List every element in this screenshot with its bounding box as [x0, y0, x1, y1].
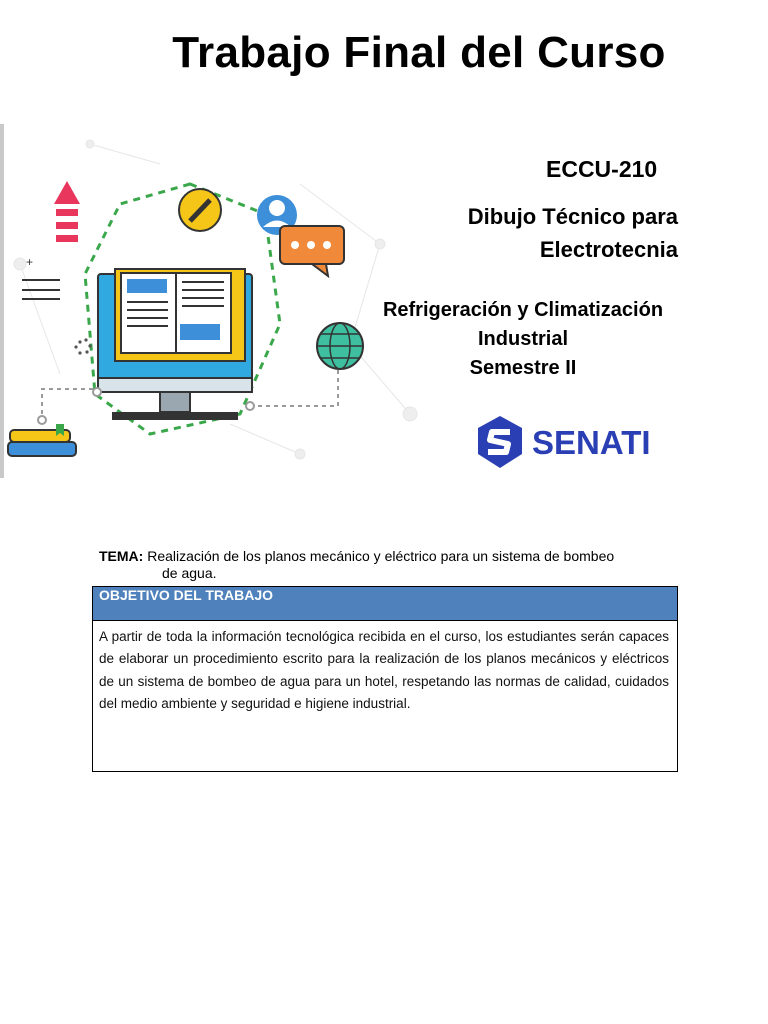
open-book-icon: [115, 269, 245, 361]
senati-logo-icon: [478, 416, 522, 468]
topic-label: TEMA:: [99, 548, 144, 564]
list-icon: [22, 255, 60, 299]
topic-text-line1: Realización de los planos mecánico y eléctrico para un sistema de bombeo: [147, 548, 615, 564]
career-line1: Refrigeración y Climatización: [382, 299, 664, 321]
career-block: [354, 296, 692, 383]
arrow-up-icon: [54, 181, 80, 242]
course-name-line2: Electrotecnia: [539, 237, 678, 262]
senati-logo: [474, 414, 660, 472]
course-name: [468, 200, 678, 266]
topic: [99, 548, 689, 582]
topic-text-line2: de agua.: [162, 565, 217, 581]
loading-icon: [74, 338, 91, 354]
objective-table: [92, 586, 678, 772]
career-line3: Semestre II: [469, 357, 577, 379]
books-icon: [8, 424, 76, 456]
chat-bubble-icon: [280, 226, 344, 276]
senati-logo-text: SENATI: [532, 424, 651, 461]
course-code: ECCU-210: [546, 156, 658, 182]
document-title: Trabajo Final del Curso: [172, 28, 666, 77]
objective-body: A partir de toda la información tecnológica recibida en el curso, los estudiantes serán capaces de elaborar un procedimiento escrito para la realización de los planos mecánicos y eléctricos de un sistema de bombeo de agua para un hotel, respetando las normas de calidad, cuidados del medio ambiente y seguridad e higiene industrial.: [99, 629, 669, 711]
pencil-icon: [179, 189, 221, 231]
objective-header: OBJETIVO DEL TRABAJO: [93, 587, 677, 621]
course-name-line1: Dibujo Técnico para: [467, 204, 678, 229]
career-line2: Industrial: [477, 328, 568, 350]
svg-text:+: +: [26, 255, 34, 269]
